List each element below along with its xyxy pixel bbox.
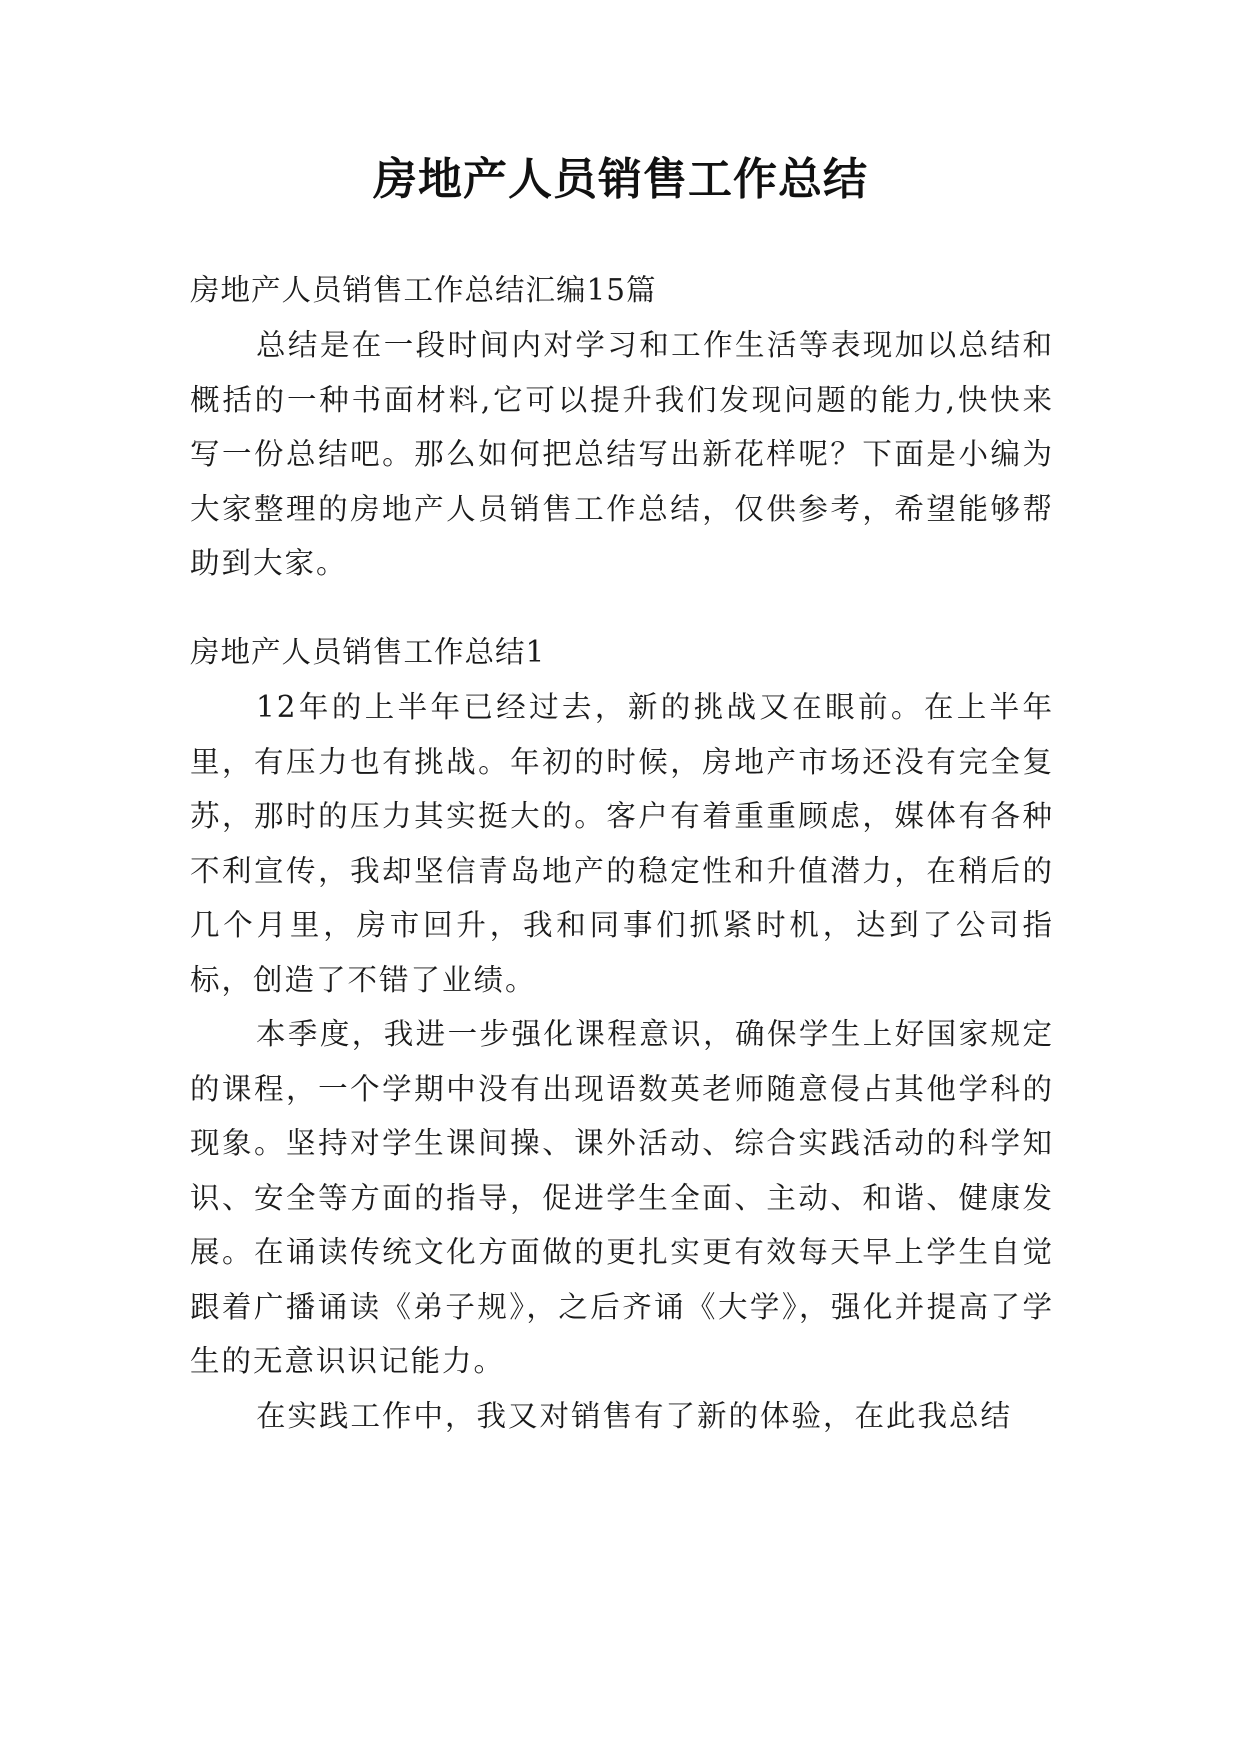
body-paragraph: 在实践工作中，我又对销售有了新的体验，在此我总结: [256, 1398, 1013, 1433]
section-body: [190, 680, 1054, 1443]
document-title: 房地产人员销售工作总结: [373, 154, 868, 205]
body-paragraph: 本季度，我进一步强化课程意识，确保学生上好国家规定的课程，一个学期中没有出现语数英老师随意侵占其他学科的现象。坚持对学生课间操、课外活动、综合实践活动的科学知识、安全等方面的指导，促进学生全面、主动、和谐、健康发展。在诵读传统文化方面做的更扎实更有效每天早上学生自觉跟着广播诵读《弟子规》，之后齐诵《大学》，强化并提高了学生的无意识识记能力。: [190, 1017, 1054, 1378]
intro-paragraph: 总结是在一段时间内对学习和工作生活等表现加以总结和概括的一种书面材料,它可以提升我们发现问题的能力,快快来写一份总结吧。那么如何把总结写出新花样呢？下面是小编为大家整理的房地产人员销售工作总结，仅供参考，希望能够帮助到大家。: [190, 328, 1054, 580]
intro-block: [190, 318, 1054, 591]
section-heading: 房地产人员销售工作总结1: [190, 635, 546, 669]
collection-heading: 房地产人员销售工作总结汇编15篇: [190, 273, 657, 307]
body-paragraph: 12年的上半年已经过去，新的挑战又在眼前。在上半年里，有压力也有挑战。年初的时候，房地产市场还没有完全复苏，那时的压力其实挺大的。客户有着重重顾虑，媒体有各种不利宣传，我却坚信青岛地产的稳定性和升值潜力，在稍后的几个月里，房市回升，我和同事们抓紧时机，达到了公司指标，创造了不错了业绩。: [190, 690, 1054, 997]
